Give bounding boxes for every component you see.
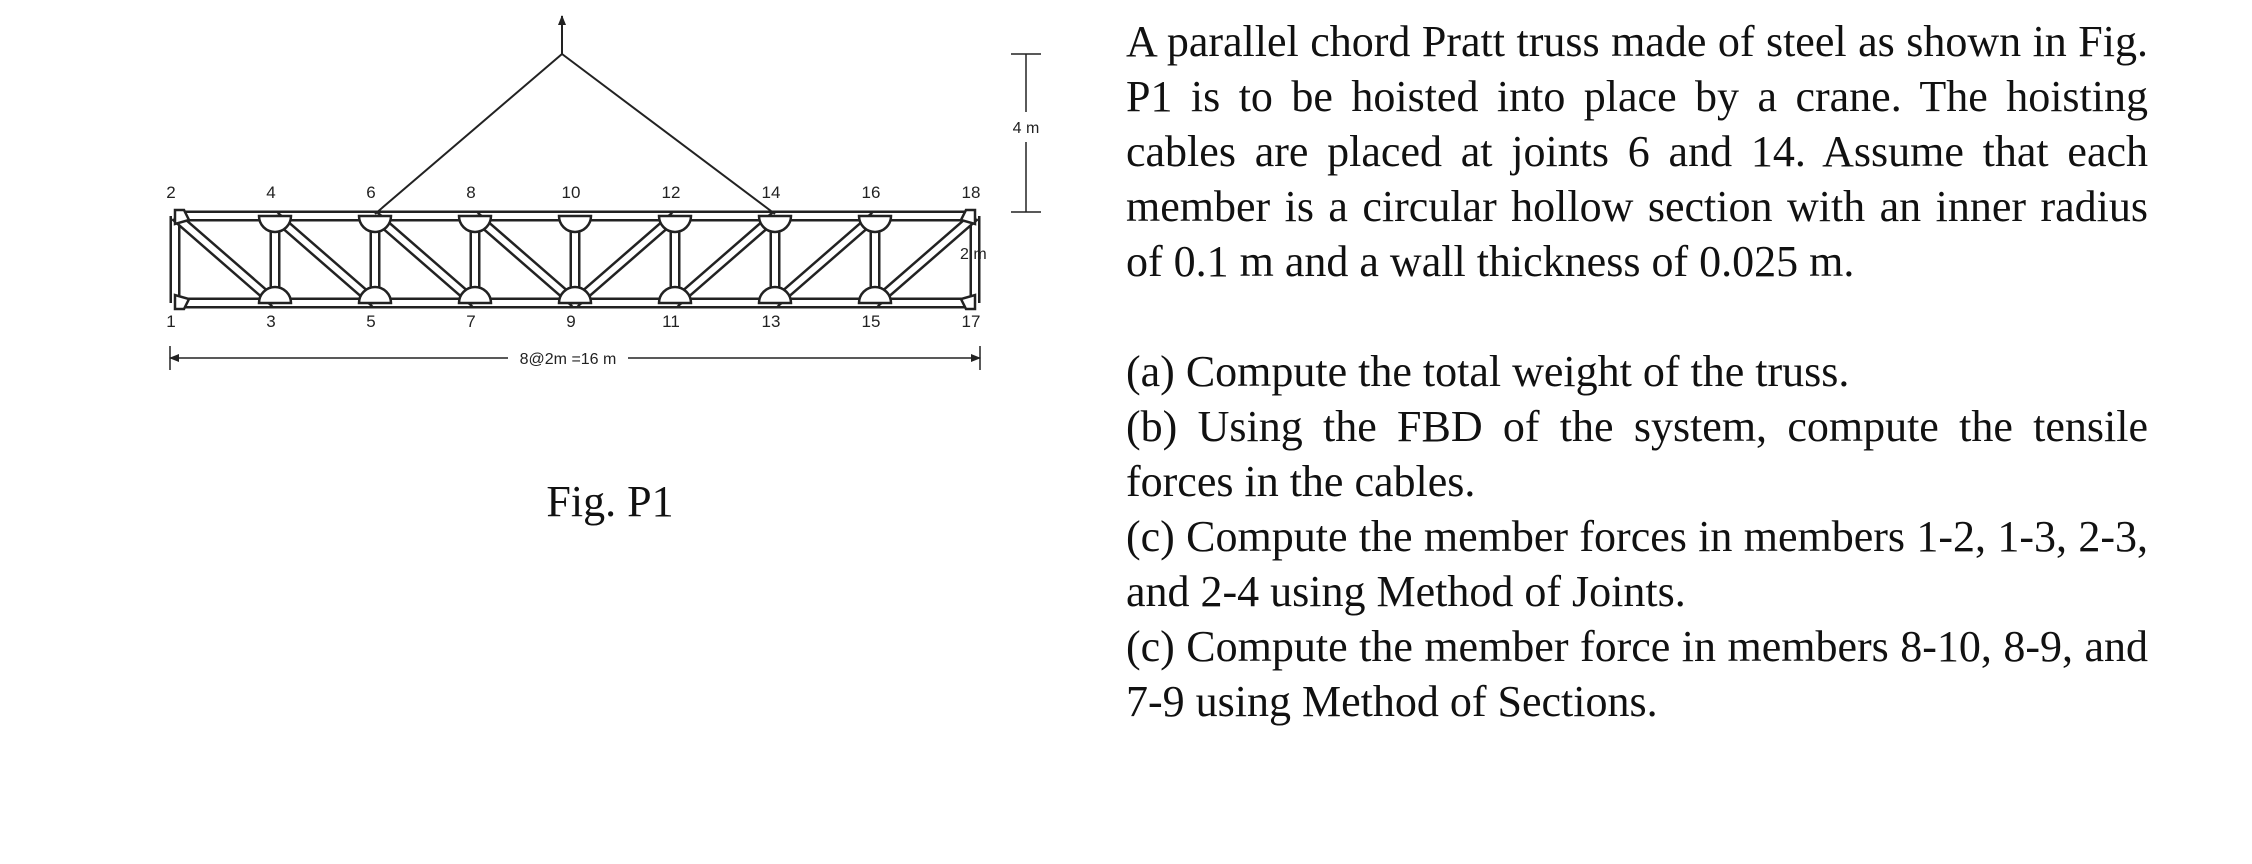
bottom-joint-label: 9: [566, 312, 576, 331]
problem-statement: [1126, 14, 2148, 729]
height-dimension-label: 2 m: [960, 246, 987, 263]
diagonal-member: [475, 216, 575, 303]
top-joint-label: 14: [761, 183, 781, 202]
truss-diagram: [0, 0, 1100, 864]
question-a: (a) Compute the total weight of the truss.: [1126, 347, 1850, 396]
problem-intro: A parallel chord Pratt truss made of steel as shown in Fig. P1 is to be hoisted into place by a crane. The hoisting cables are placed at joints 6 and 14. Assume that each member is a circular hollow section with an inner radius of 0.1 m and a wall thickness of 0.025 m.: [1126, 17, 2148, 286]
figure-area: [0, 0, 1100, 864]
figure-caption: Fig. P1: [546, 477, 674, 526]
top-joint-label: 16: [861, 183, 881, 202]
top-gusset-plate: [559, 216, 591, 232]
top-joint-label: 4: [266, 183, 276, 202]
span-dimension-label: 8@2m =16 m: [519, 351, 617, 368]
top-joint-label: 10: [561, 183, 581, 202]
bottom-joint-label: 7: [466, 312, 476, 331]
diagonal-member: [575, 216, 675, 303]
bottom-joint-label: 3: [266, 312, 276, 331]
diagonal-member: [275, 216, 375, 303]
bottom-joint-label: 5: [366, 312, 376, 331]
top-joint-label: 2: [166, 183, 176, 202]
diagonal-member: [175, 216, 275, 303]
question-c-sections: (c) Compute the member force in members 8-10, 8-9, and 7-9 using Method of Sections.: [1126, 622, 2148, 726]
bottom-joint-label: 1: [166, 312, 176, 331]
diagonal-member: [775, 216, 875, 303]
bottom-joint-label: 15: [861, 312, 881, 331]
question-c: (c) Compute the member forces in members 1-2, 1-3, 2-3, and 2-4 using Method of Joints.: [1126, 512, 2148, 616]
cable-height-dimension-label: 4 m: [1012, 120, 1040, 137]
diagonal-member: [675, 216, 775, 303]
top-joint-label: 18: [961, 183, 981, 202]
bottom-joint-label: 13: [761, 312, 781, 331]
top-joint-label: 12: [661, 183, 681, 202]
question-b: (b) Using the FBD of the system, compute the tensile forces in the cables.: [1126, 402, 2148, 506]
top-joint-label: 8: [466, 183, 476, 202]
diagonal-member: [375, 216, 475, 303]
bottom-joint-label: 17: [961, 312, 981, 331]
top-joint-label: 6: [366, 183, 376, 202]
bottom-joint-label: 11: [662, 312, 680, 331]
